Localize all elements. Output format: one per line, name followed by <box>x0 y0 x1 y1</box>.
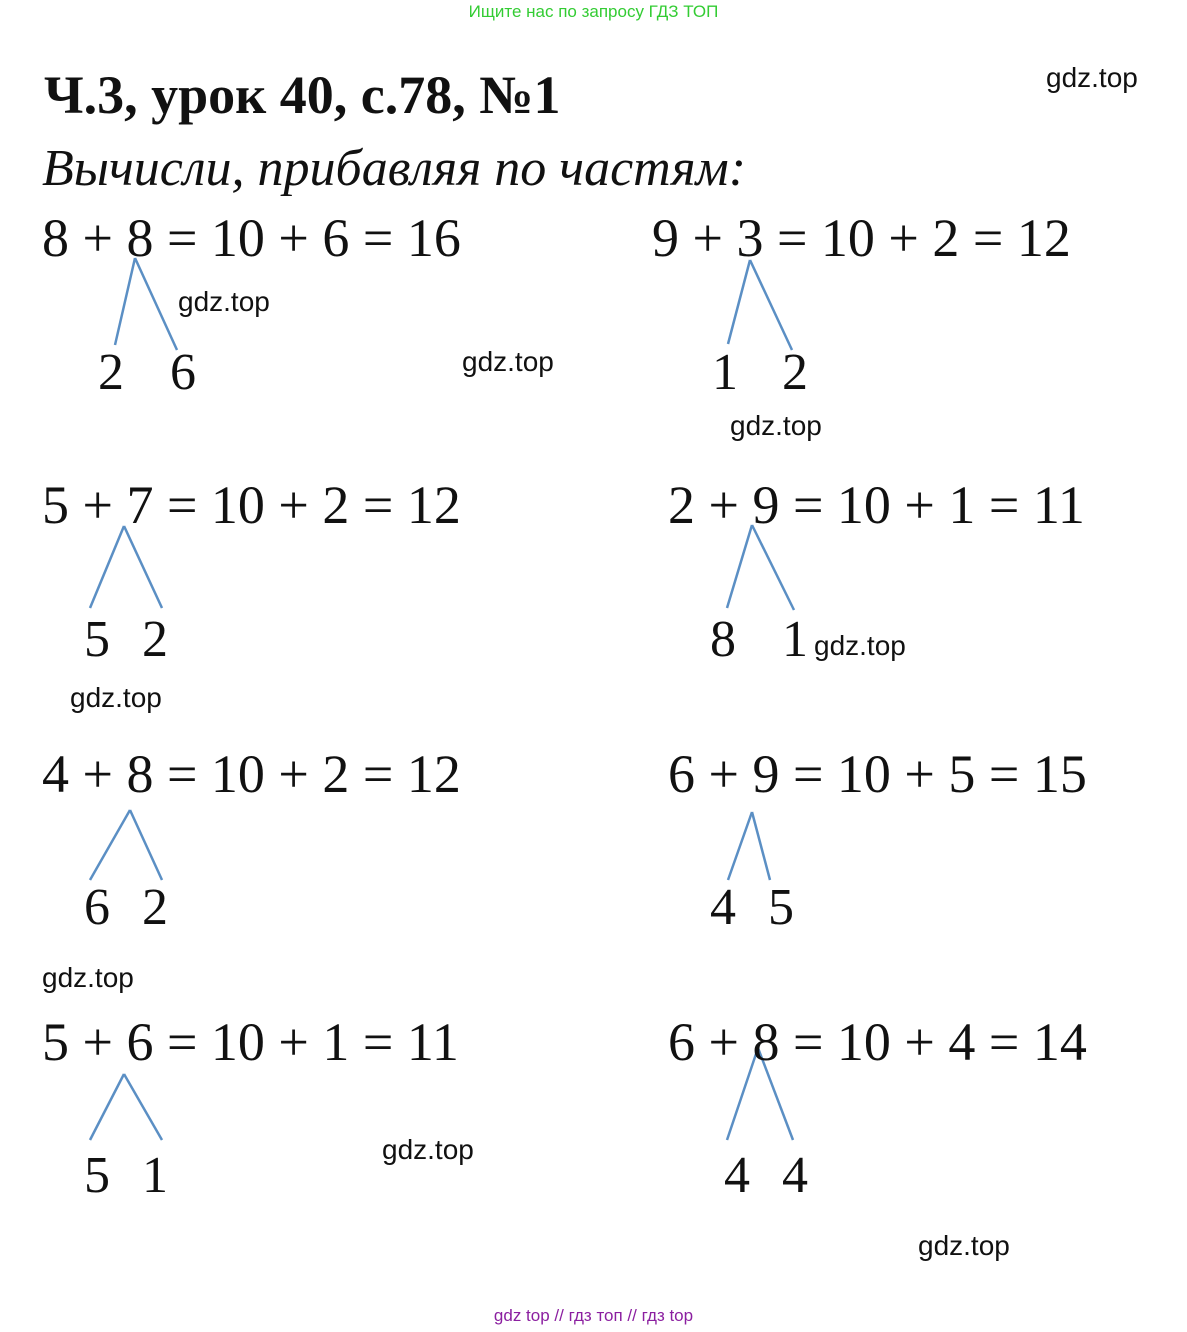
part-5-a: 6 <box>84 879 110 936</box>
part-8-b: 4 <box>782 1147 808 1204</box>
instruction-text: Вычисли, прибавляя по частям: <box>42 140 747 197</box>
equation-3: 5 + 7 = 10 + 2 = 12 <box>42 475 461 535</box>
part-6-b: 5 <box>768 879 794 936</box>
part-1-a: 2 <box>98 344 124 401</box>
watermark: gdz.top <box>382 1134 474 1165</box>
part-3-a: 5 <box>84 611 110 668</box>
part-2-b: 2 <box>782 344 808 401</box>
branch-problem-2 <box>728 260 792 350</box>
equation-7: 5 + 6 = 10 + 1 = 11 <box>42 1012 459 1072</box>
part-4-b: 1 <box>782 611 808 668</box>
equation-1: 8 + 8 = 10 + 6 = 16 <box>42 208 461 268</box>
footer-links: gdz top // гдз топ // гдз top <box>493 1306 694 1325</box>
branch-problem-3 <box>90 526 162 608</box>
part-7-a: 5 <box>84 1147 110 1204</box>
watermark: gdz.top <box>178 286 270 317</box>
branch-problem-1 <box>115 258 177 350</box>
part-8-a: 4 <box>724 1147 750 1204</box>
part-7-b: 1 <box>142 1147 168 1204</box>
page-title: Ч.3, урок 40, с.78, №1 <box>44 65 561 125</box>
equation-8: 6 + 8 = 10 + 4 = 14 <box>668 1012 1087 1072</box>
branch-problem-6 <box>728 812 770 880</box>
equation-4: 2 + 9 = 10 + 1 = 11 <box>668 475 1085 535</box>
branch-problem-5 <box>90 810 162 880</box>
equation-5: 4 + 8 = 10 + 2 = 12 <box>42 744 461 804</box>
branch-problem-7 <box>90 1074 162 1140</box>
branch-problem-4 <box>727 525 794 610</box>
watermark: gdz.top <box>42 962 134 993</box>
watermark: gdz.top <box>462 346 554 377</box>
watermark: gdz.top <box>814 630 906 661</box>
part-4-a: 8 <box>710 611 736 668</box>
watermark: gdz.top <box>70 682 162 713</box>
part-2-a: 1 <box>712 344 738 401</box>
part-5-b: 2 <box>142 879 168 936</box>
watermark: gdz.top <box>1046 62 1138 93</box>
equation-2: 9 + 3 = 10 + 2 = 12 <box>652 208 1071 268</box>
watermark: gdz.top <box>730 410 822 441</box>
top-banner: Ищите нас по запросу ГДЗ ТОП <box>468 2 719 21</box>
watermark: gdz.top <box>918 1230 1010 1261</box>
part-6-a: 4 <box>710 879 736 936</box>
part-1-b: 6 <box>170 344 196 401</box>
part-3-b: 2 <box>142 611 168 668</box>
equation-6: 6 + 9 = 10 + 5 = 15 <box>668 744 1087 804</box>
